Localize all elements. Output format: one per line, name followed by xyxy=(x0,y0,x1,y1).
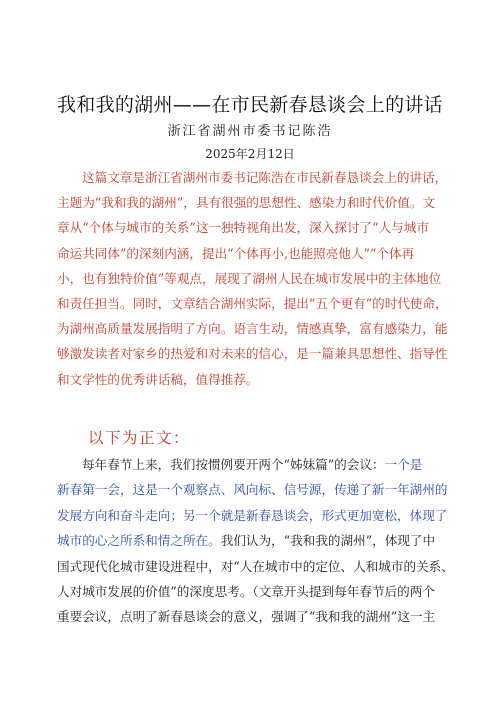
abstract-line: 和文学性的优秀讲话稿，值得推荐。 xyxy=(57,371,259,387)
section-heading: 以下为正文： xyxy=(88,429,191,447)
abstract-line: 这篇文章是浙江省湖州市委书记陈浩在市民新春恳谈会上的讲话， xyxy=(82,170,448,185)
author-line: 浙江省湖州市委书记陈浩 xyxy=(167,124,333,139)
body-text-plain: 每年春节上来，我们按惯例要开两个“姊妹篇”的会议： xyxy=(82,457,385,472)
body-line xyxy=(57,528,450,553)
body-text-plain: 我们认为，“我和我的湖州”，体现了中 xyxy=(220,533,436,549)
body-text-highlight: 城市的心之所系和情之所在。 xyxy=(57,533,221,549)
body-line: 新春第一会，这是一个观察点、风向标、信号源，传递了新一年湖州的 xyxy=(57,482,448,498)
date-line: 2025年2月12日 xyxy=(205,147,295,161)
abstract-line: 够激发读者对家乡的热爱和对未来的信心，是一篇兼具思想性、指导性 xyxy=(57,346,448,362)
body-line xyxy=(57,452,450,477)
abstract-line: 为湖州高质量发展指明了方向。语言生动，情感真挚，富有感染力，能 xyxy=(57,321,448,337)
body-line: 重要会议，点明了新春恳谈会的意义，强调了“我和我的湖州”这一主 xyxy=(57,609,436,625)
abstract-paragraph xyxy=(57,165,450,392)
abstract-line: 和责任担当。同时，文章结合湖州实际，提出“五个更有”的时代使命， xyxy=(57,296,448,312)
abstract-line: 小，也有独特价值”等观点，展现了湖州人民在城市发展中的主体地位 xyxy=(57,270,442,286)
body-line: 人对城市发展的价值”的深度思考。（文章开头提到每年春节后的两个 xyxy=(57,584,435,600)
abstract-line: 章从“个体与城市的关系”这一独特视角出发，深入探讨了“人与城市 xyxy=(57,220,429,236)
abstract-line: 主题为“我和我的湖州”，具有很强的思想性、感染力和时代价值。文 xyxy=(57,195,436,211)
body-line: 发展方向和奋斗走向；另一个就是新春恳谈会，形式更加宽松，体现了 xyxy=(57,507,448,523)
abstract-line: 命运共同体”的深刻内涵，提出“个体再小,也能照亮他人”“个体再 xyxy=(57,245,415,261)
body-text-highlight: 一个是 xyxy=(384,457,423,472)
page-title: 我和我的湖州——在市民新春恳谈会上的讲话 xyxy=(56,94,443,116)
body-line: 国式现代化城市建设进程中，对“人在城市中的定位、人和城市的关系、 xyxy=(57,558,454,574)
body-paragraph xyxy=(57,452,454,630)
